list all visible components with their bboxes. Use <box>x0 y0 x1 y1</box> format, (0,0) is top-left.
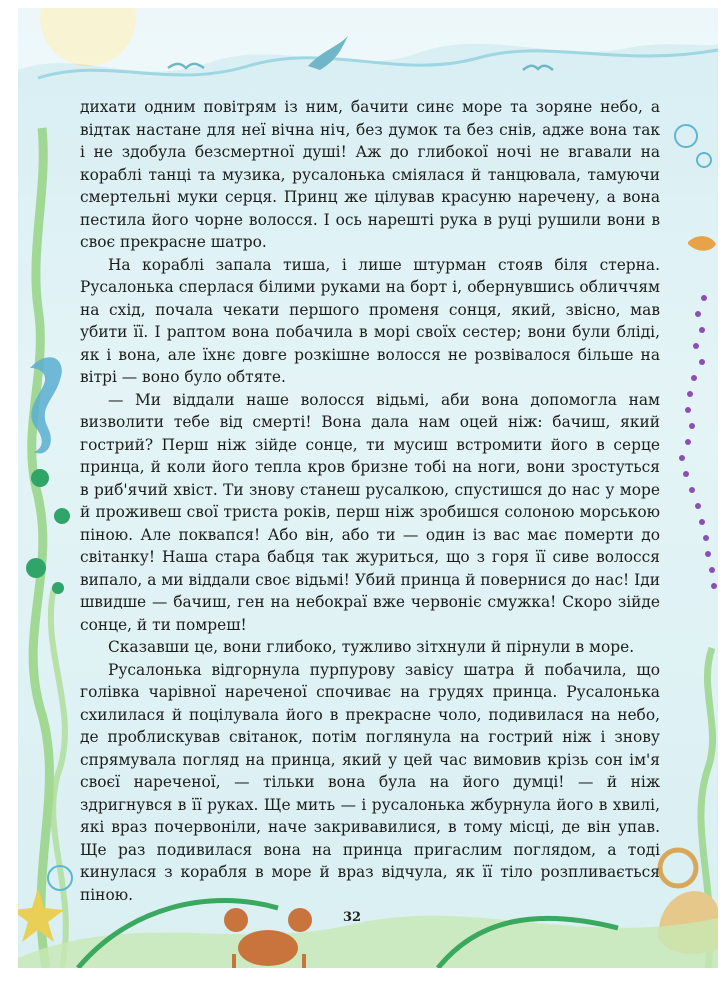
fish-icon <box>688 236 716 251</box>
bead-icon <box>31 469 49 487</box>
page-number: 32 <box>342 910 362 925</box>
snail-shell-icon <box>660 850 696 886</box>
paragraph: Сказавши це, вони глибоко, тужливо зітхнули й пірнули в море. <box>108 638 635 656</box>
paragraph: — Ми віддали наше волосся відьмі, аби вона допомогла нам визволити тебе від смерті! Вона дала нам оцей ніж: бачиш, який гострий? Перш ніж зійде сонце, ти мусиш встромити його в серце принца, й коли його тепла кров бризне тобі на ноги, вони зростуться в риб'ячий хвіст. Ти знову станеш русалкою, спустишся до нас у море й проживеш свої триста років, перш ніж зробишся солоною морською піною. Але поквапся! Або він, або ти — один із вас має померти до світанку! Наша стара бабця так журиться, що з горя її сиве волосся випало, а ми віддали своє відьмі! Убий принца й повернися до нас! Іди швидше — бачиш, ген на небокраї вже червоніє смужка! Скоро зійде сонце, й ти помреш! <box>80 390 660 634</box>
seaweed-decoration <box>32 128 50 968</box>
book-page <box>18 8 718 968</box>
paragraph: На кораблі запала тиша, і лише штурман стояв біля стерна. Русалонька сперлася білими руками на борт і, обернувшись обличчям на схід, почала чекати першого променя сонця, який, звісно, мав убити її. І раптом вона побачила в морі своїх сестер; вони були бліді, як і вона, але їхнє довге розкішне волосся не розвівалося більше на вітрі — воно було обтяте. <box>80 255 660 386</box>
bubble-icon <box>675 125 697 147</box>
seagull-icon <box>523 66 553 70</box>
paragraph: дихати одним повітрям із ним, бачити синє море та зоряне небо, а відтак настане для неї вічна ніч, без думок та без снів, адже вона так і не здобула безсмертної душі! Аж до глибокої ночі не вгавали на кораблі танці та музика, русалонька сміялася й танцювала, тамуючи смертельні муки серця. Принц же цілував красуню наречену, а вона пестила його чорне волосся. І ось нарешті рука в руці рушили вони в своє прекрасне шатро. <box>80 98 660 251</box>
dotted-strand-decoration <box>679 295 717 589</box>
story-text <box>80 96 660 906</box>
paragraph: Русалонька відгорнула пурпурову завісу шатра й побачила, що голівка чарівної нареченої спочиває на грудях принца. Русалонька схилилася й поцілувала його в прекрасне чоло, подивилася на небо, де проблискував світанок, потім поглянула на гострий ніж і знову спрямувала погляд на принца, який у цей час вимовив крізь сон ім'я своєї нареченої, — тільки вона була на його думці! — й ніж здригнувся в її руках. Ще мить — і русалонька жбурнула його в хвилі, які враз почервоніли, наче закривавилися, в тому місці, де він упав. Ще раз подивилася вона на принца пригаслим поглядом, а тоді кинулася з корабля в море й враз відчула, як її тіло розпливається піною. <box>80 660 660 904</box>
